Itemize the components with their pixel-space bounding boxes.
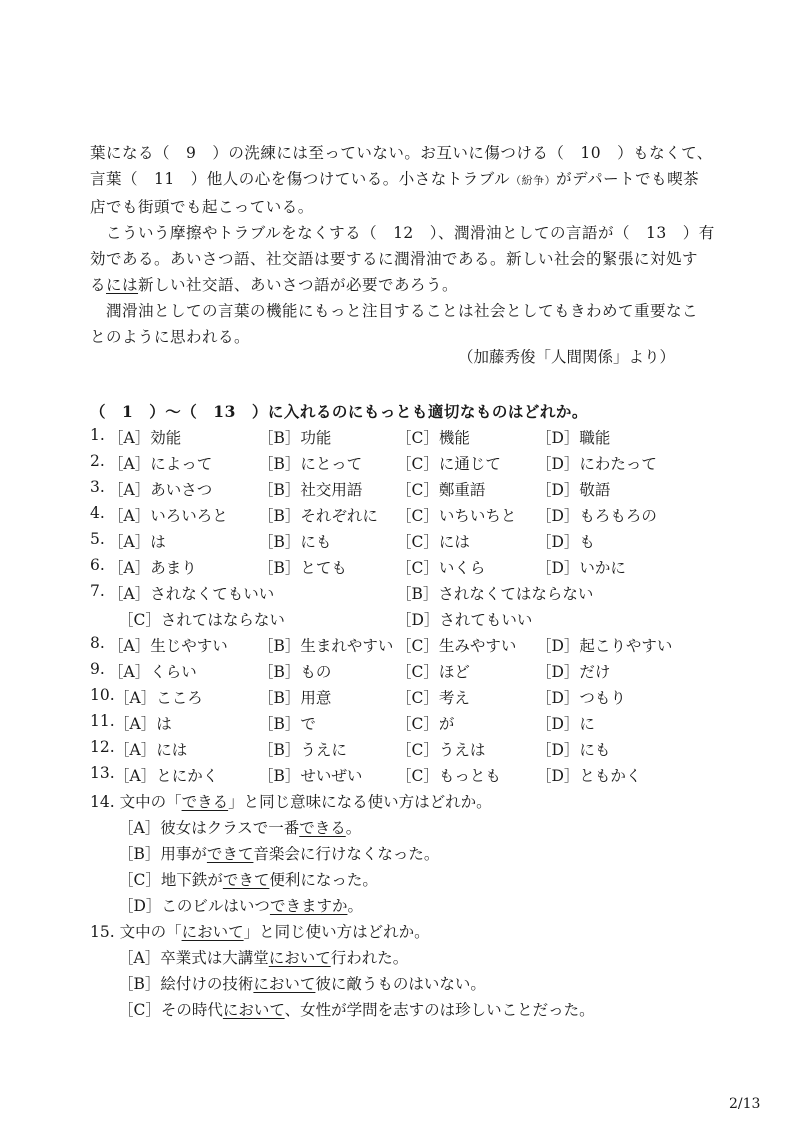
question-header: （ 1 ）～（ 13 ）に入れるのにもっとも適切なものはどれか。 [90,402,588,421]
option-a[interactable]: ［A］生じやすい [108,637,228,655]
option-b[interactable]: ［B］用事ができて音楽会に行けなくなった。 [118,845,440,863]
option-d[interactable]: ［D］このビルはいつできますか。 [118,897,363,915]
option-a[interactable]: ［A］こころ [114,689,203,707]
option-c[interactable]: ［C］地下鉄ができて便利になった。 [118,871,378,889]
option-b[interactable]: ［B］にとって [258,455,363,473]
option-b[interactable]: ［B］とても [258,559,347,577]
option-d[interactable]: ［D］も [536,533,595,551]
passage [90,140,715,350]
option-b[interactable]: ［B］社交用語 [258,481,363,499]
passage-note: （紛争） [510,174,557,187]
document-page: 葉になる（ 9 ）の洗練には至っていない。お互いに傷つける（ 10 ）もなくて、 言葉（ 11 ）他人の心を傷つけている。小さなトラブル（紛争）がデパートでも喫茶 店でも街頭でも起こっている。 こういう摩擦やトラブルをなくする（ 12 ）、潤滑油としての言語が（ 13 ）有 効である。あいさつ語、社交語は要するに潤滑油である。新しい社会的緊張に対処す るには新しい社交語、あいさつ語が必要であろう。 潤滑油としての言葉の機能にもっと注目することは社会としてもきわめて重要なこ とのように思われる。 （加藤秀俊「人間関係」より） （ 1 ）～（ 13 ）に入れるのにもっとも適切なものはどれか。 1. ［A］効能 ［B］功能 ［C］機能 ［D］職能 2. ［A］によって ［B］にとって ［C］に通じて ［D］にわたって 3. ［A］あいさつ ［B］社交用語 ［C］鄭重語 ［D］敬語 4. ［A］いろいろと ［B］それぞれに ［C］いちいちと ［D］もろもろの 5. ［A］は ［B］にも ［C］には ［D］も 6. ［A］あまり ［B］とても ［C］いくら ［D］いかに 7. ［A］されなくてもいい ［B］されなくてはならない ［C］されてはならない ［D］されてもいい 8. ［A］生じやすい ［B］生まれやすい ［C］生みやすい ［D］起こりやすい 9. ［A］くらい ［B］もの ［C］ほど ［D］だけ 10. ［A］こころ ［B］用意 ［C］考え ［D］つもり 11. ［A］は ［B］で ［C］が ［D］に 12. ［A］には ［B］うえに ［C］うえは ［D］にも 13. ［A］とにかく ［B］せいぜい ［C］もっとも ［D］ともかく 14. 文中の「できる」と同じ意味になる使い方はどれか。 ［A］彼女はクラスで一番できる。 ［B］用事ができて音楽会に行けなくなった。 ［C］地下鉄ができて便利になった。 ［D］このビルはいつできますか。 15. 文中の「において」と同じ使い方はどれか。 ［A］卒業式は大講堂において行われた。 ［B］絵付けの技術において彼に敵うものはいない。 ［C］その時代において、女性が学問を志すのは珍しいことだった。 2/13 [0,0,800,1132]
passage-line-2: 言葉（ 11 ）他人の心を傷つけている。小さなトラブル（紛争）がデパートでも喫茶 [90,170,700,188]
option-b[interactable]: ［B］用意 [258,689,332,707]
option-d[interactable]: ［D］だけ [536,663,611,681]
question-15-prompt: 15. 文中の「において」と同じ使い方はどれか。 [90,923,430,941]
option-a[interactable]: ［A］とにかく [114,767,219,785]
option-a[interactable]: ［A］によって [108,455,213,473]
option-a[interactable]: ［A］彼女はクラスで一番できる。 [118,819,362,837]
option-d[interactable]: ［D］もろもろの [536,507,657,525]
option-c[interactable]: ［C］が [396,715,455,733]
question-14-prompt: 14. 文中の「できる」と同じ意味になる使い方はどれか。 [90,793,492,811]
option-a[interactable]: ［A］には [114,741,188,759]
option-d[interactable]: ［D］敬語 [536,481,611,499]
option-b[interactable]: ［B］にも [258,533,332,551]
option-c[interactable]: ［C］されてはならない [118,611,285,629]
passage-line-6: るには新しい社交語、あいさつ語が必要であろう。 [90,276,459,294]
option-a[interactable]: ［A］されなくてもいい [108,585,275,603]
option-d[interactable]: ［D］にわたって [536,455,657,473]
option-b[interactable]: ［B］うえに [258,741,347,759]
option-c[interactable]: ［C］もっとも [396,767,501,785]
option-d[interactable]: ［D］にも [536,741,611,759]
option-a[interactable]: ［A］は [114,715,172,733]
option-c[interactable]: ［C］機能 [396,429,470,447]
passage-line-3: 店でも街頭でも起こっている。 [90,198,314,216]
option-c[interactable]: ［C］いくら [396,559,486,577]
option-d[interactable]: ［D］ともかく [536,767,642,785]
option-b[interactable]: ［B］で [258,715,316,733]
passage-line-8: とのように思われる。 [90,328,251,346]
option-d[interactable]: ［D］いかに [536,559,626,577]
option-d[interactable]: ［D］されてもいい [396,611,533,629]
passage-line-1: 葉になる（ 9 ）の洗練には至っていない。お互いに傷つける（ 10 ）もなくて、 [90,144,713,162]
option-c[interactable]: ［C］に通じて [396,455,501,473]
option-a[interactable]: ［A］卒業式は大講堂において行われた。 [118,949,409,967]
option-a[interactable]: ［A］あいさつ [108,481,213,499]
passage-source: （加藤秀俊「人間関係」より） [457,348,675,366]
option-d[interactable]: ［D］起こりやすい [536,637,673,655]
option-a[interactable]: ［A］は [108,533,166,551]
passage-line-7: 潤滑油としての言葉の機能にもっと注目することは社会としてもきわめて重要なこ [106,302,699,320]
option-c[interactable]: ［C］ほど [396,663,470,681]
option-b[interactable]: ［B］されなくてはならない [396,585,594,603]
option-b[interactable]: ［B］もの [258,663,332,681]
underlined-word: において [181,923,244,941]
page-number: 2/13 [729,1096,761,1112]
option-b[interactable]: ［B］功能 [258,429,332,447]
option-b[interactable]: ［B］生まれやすい [258,637,394,655]
option-b[interactable]: ［B］せいぜい [258,767,363,785]
option-c[interactable]: ［C］には [396,533,470,551]
option-c[interactable]: ［C］鄭重語 [396,481,486,499]
option-d[interactable]: ［D］に [536,715,595,733]
option-c[interactable]: ［C］うえは [396,741,486,759]
option-c[interactable]: ［C］生みやすい [396,637,517,655]
option-a[interactable]: ［A］いろいろと [108,507,228,525]
underlined-word: には [106,276,139,294]
passage-line-4: こういう摩擦やトラブルをなくする（ 12 ）、潤滑油としての言語が（ 13 ）有 [106,224,715,242]
option-a[interactable]: ［A］くらい [108,663,197,681]
option-b[interactable]: ［B］それぞれに [258,507,378,525]
option-d[interactable]: ［D］つもり [536,689,626,707]
option-a[interactable]: ［A］あまり [108,559,197,577]
option-c[interactable]: ［C］いちいちと [396,507,517,525]
option-c[interactable]: ［C］その時代において、女性が学問を志すのは珍しいことだった。 [118,1001,595,1019]
option-a[interactable]: ［A］効能 [108,429,182,447]
underlined-word: できる [181,793,229,811]
option-c[interactable]: ［C］考え [396,689,470,707]
option-b[interactable]: ［B］絵付けの技術において彼に敵うものはいない。 [118,975,486,993]
passage-line-5: 効である。あいさつ語、社交語は要するに潤滑油である。新しい社会的緊張に対処す [90,250,699,268]
option-d[interactable]: ［D］職能 [536,429,611,447]
